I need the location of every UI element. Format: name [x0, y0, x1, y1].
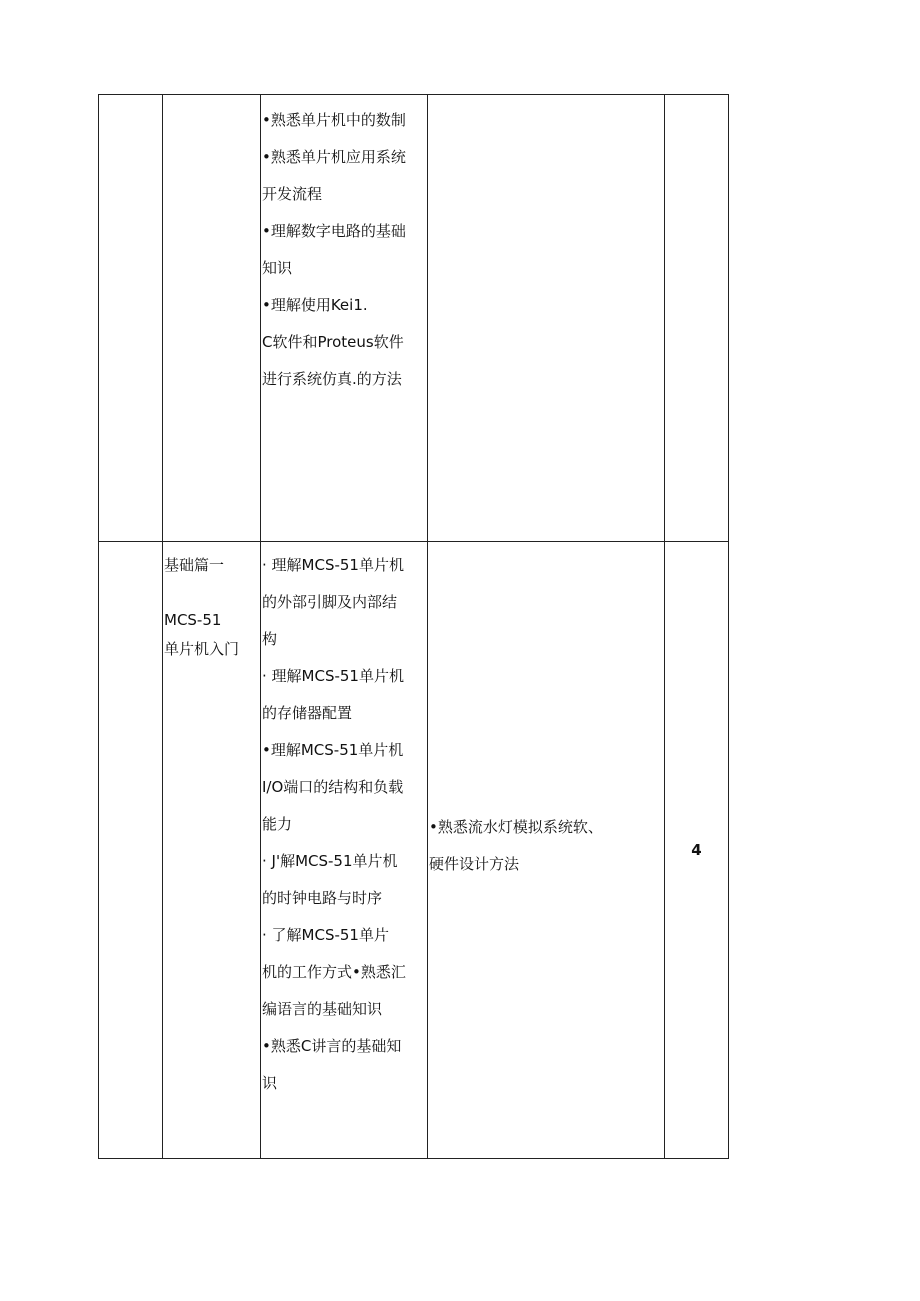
row2-skill-cell	[428, 542, 665, 1159]
row1-knowledge-cell	[261, 95, 428, 542]
row1-hours-cell	[665, 95, 729, 542]
hours-cell: 4	[665, 542, 729, 1159]
module-line: 单片机入门	[164, 640, 240, 658]
knowledge-line: 进行系统仿真.的方法	[262, 370, 402, 388]
knowledge-line: 能力	[262, 815, 293, 833]
knowledge-line: · J'解MCS-51单片机	[262, 852, 398, 870]
row2-index-cell	[99, 542, 163, 1159]
row2-module-cell	[163, 542, 261, 1159]
knowledge-line: •熟悉单片机中的数制	[262, 111, 406, 129]
knowledge-line: 编语言的基础知识	[262, 1000, 383, 1018]
knowledge-line: · 理解MCS-51单片机	[262, 556, 404, 574]
module-line: MCS-51	[164, 611, 222, 629]
knowledge-line: I/O端口的结构和负载	[262, 778, 404, 796]
table-row	[99, 542, 729, 1159]
knowledge-line: · 理解MCS-51单片机	[262, 667, 404, 685]
knowledge-line: 的时钟电路与时序	[262, 889, 383, 907]
knowledge-line: 机的工作方式•熟悉汇	[262, 963, 406, 981]
knowledge-line: · 了解MCS-51单片	[262, 926, 389, 944]
table-row	[99, 95, 729, 542]
knowledge-line: 的外部引脚及内部结	[262, 593, 398, 611]
knowledge-line: •熟悉C讲言的基础知	[262, 1037, 402, 1055]
knowledge-line: 开发流程	[262, 185, 323, 203]
knowledge-line: 构	[262, 630, 278, 648]
skill-line: 硬件设计方法	[429, 855, 520, 873]
knowledge-line: C软件和Proteus软件	[262, 333, 404, 351]
knowledge-line: 知识	[262, 259, 293, 277]
knowledge-line: •理解使用Kei1.	[262, 296, 368, 314]
knowledge-line: 识	[262, 1074, 278, 1092]
knowledge-line: •熟悉单片机应用系统	[262, 148, 406, 166]
row2-knowledge-cell	[261, 542, 428, 1159]
row1-skill-cell	[428, 95, 665, 542]
knowledge-line: •理解MCS-51单片机	[262, 741, 404, 759]
row1-index-cell	[99, 95, 163, 542]
module-line: 基础篇一	[164, 556, 225, 574]
knowledge-line: •理解数字电路的基础	[262, 222, 406, 240]
skill-line: •熟悉流水灯模拟系统软、	[429, 818, 603, 836]
course-table	[98, 94, 729, 1159]
knowledge-line: 的存储器配置	[262, 704, 353, 722]
row1-module-cell	[163, 95, 261, 542]
